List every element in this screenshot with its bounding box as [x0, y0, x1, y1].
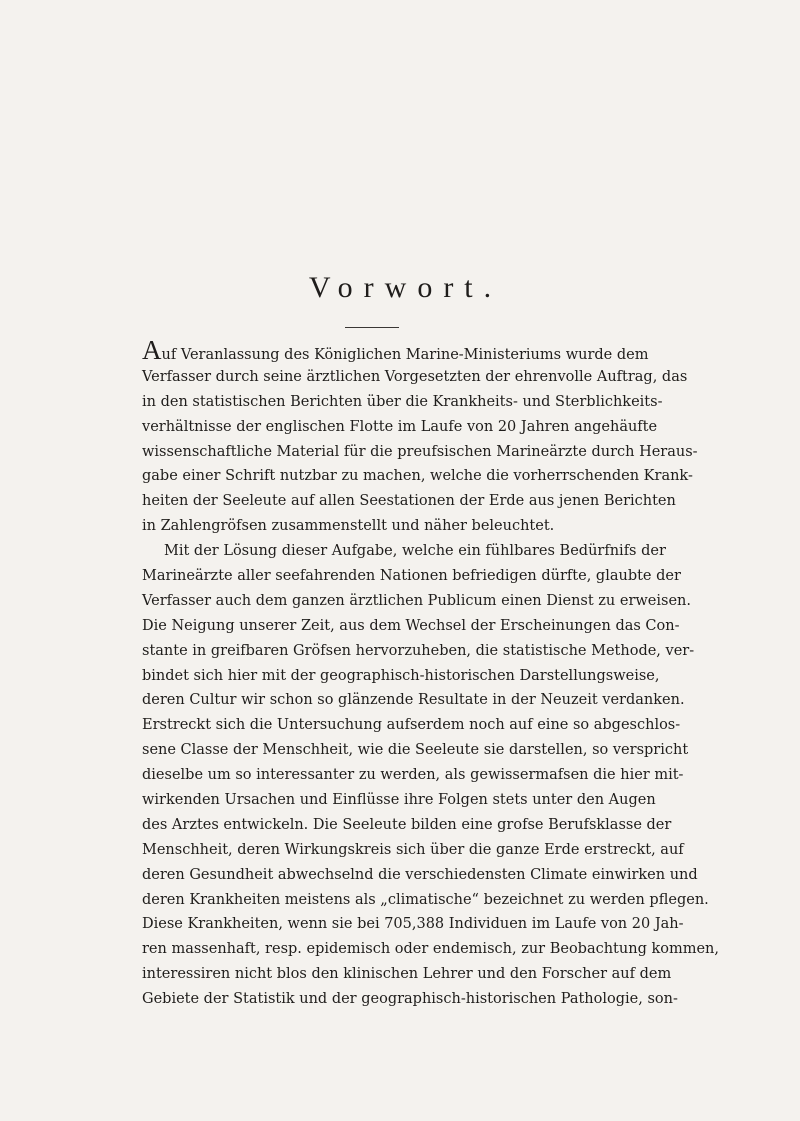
text-line — [142, 335, 649, 365]
body-text — [142, 335, 719, 1012]
text-line: Menschheit, deren Wirkungskreis sich über die ganze Erde erstreckt, auf — [142, 841, 684, 858]
text-line: verhältnisse der englischen Flotte im Laufe von 20 Jahren angehäufte — [142, 418, 658, 435]
title-divider — [345, 327, 399, 328]
text-line: sene Classe der Menschheit, wie die Seeleute sie darstellen, so verspricht — [142, 742, 689, 759]
text-line: Die Neigung unserer Zeit, aus dem Wechsel der Erscheinungen das Con- — [142, 617, 680, 634]
text-line: bindet sich hier mit der geographisch-historischen Darstellungsweise, — [142, 667, 660, 684]
text-line: ren massenhaft, resp. epidemisch oder endemisch, zur Beobachtung kommen, — [142, 941, 719, 958]
text-line: des Arztes entwickeln. Die Seeleute bilden eine grofse Berufsklasse der — [142, 816, 672, 833]
text-line: Mit der Lösung dieser Aufgabe, welche ein fühlbares Bedürfnifs der — [164, 543, 666, 560]
text-line: wirkenden Ursachen und Einflüsse ihre Folgen stets unter den Augen — [142, 792, 656, 809]
text-line: Verfasser auch dem ganzen ärztlichen Publicum einen Dienst zu erweisen. — [142, 592, 691, 609]
first-line-text: uf Veranlassung des Königlichen Marine-Ministeriums wurde dem — [161, 347, 649, 363]
text-line: deren Gesundheit abwechselnd die verschiedensten Climate einwirken und — [142, 866, 698, 883]
text-line: interessiren nicht blos den klinischen Lehrer und den Forscher auf dem — [142, 966, 672, 983]
text-line: gabe einer Schrift nutzbar zu machen, welche die vorherrschenden Krank- — [142, 468, 693, 485]
text-line: Diese Krankheiten, wenn sie bei 705,388 Individuen im Laufe von 20 Jah- — [142, 916, 684, 933]
text-line: stante in greifbaren Gröfsen hervorzuheben, die statistische Methode, ver- — [142, 642, 695, 659]
text-line: wissenschaftliche Material für die preufsischen Marineärzte durch Heraus- — [142, 443, 698, 460]
text-line: Erstreckt sich die Untersuchung aufserdem noch auf eine so abgeschlos- — [142, 717, 681, 734]
text-line: heiten der Seeleute auf allen Seestationen der Erde aus jenen Berichten — [142, 493, 676, 510]
text-line: in den statistischen Berichten über die Krankheits- und Sterblichkeits- — [142, 393, 663, 410]
text-line: Gebiete der Statistik und der geographisch-historischen Pathologie, son- — [142, 991, 678, 1008]
text-line: Marineärzte aller seefahrenden Nationen befriedigen dürfte, glaubte der — [142, 568, 681, 585]
text-line: dieselbe um so interessanter zu werden, als gewissermafsen die hier mit- — [142, 767, 684, 784]
text-line: in Zahlengröfsen zusammenstellt und näher beleuchtet. — [142, 518, 555, 535]
drop-cap: A — [142, 335, 162, 365]
text-line: Verfasser durch seine ärztlichen Vorgesetzten der ehrenvolle Auftrag, das — [142, 368, 688, 385]
page-title: Vorwort. — [308, 271, 503, 304]
text-line: deren Cultur wir schon so glänzende Resultate in der Neuzeit verdanken. — [142, 692, 685, 709]
text-line: deren Krankheiten meistens als „climatische“ bezeichnet zu werden pflegen. — [142, 891, 709, 908]
